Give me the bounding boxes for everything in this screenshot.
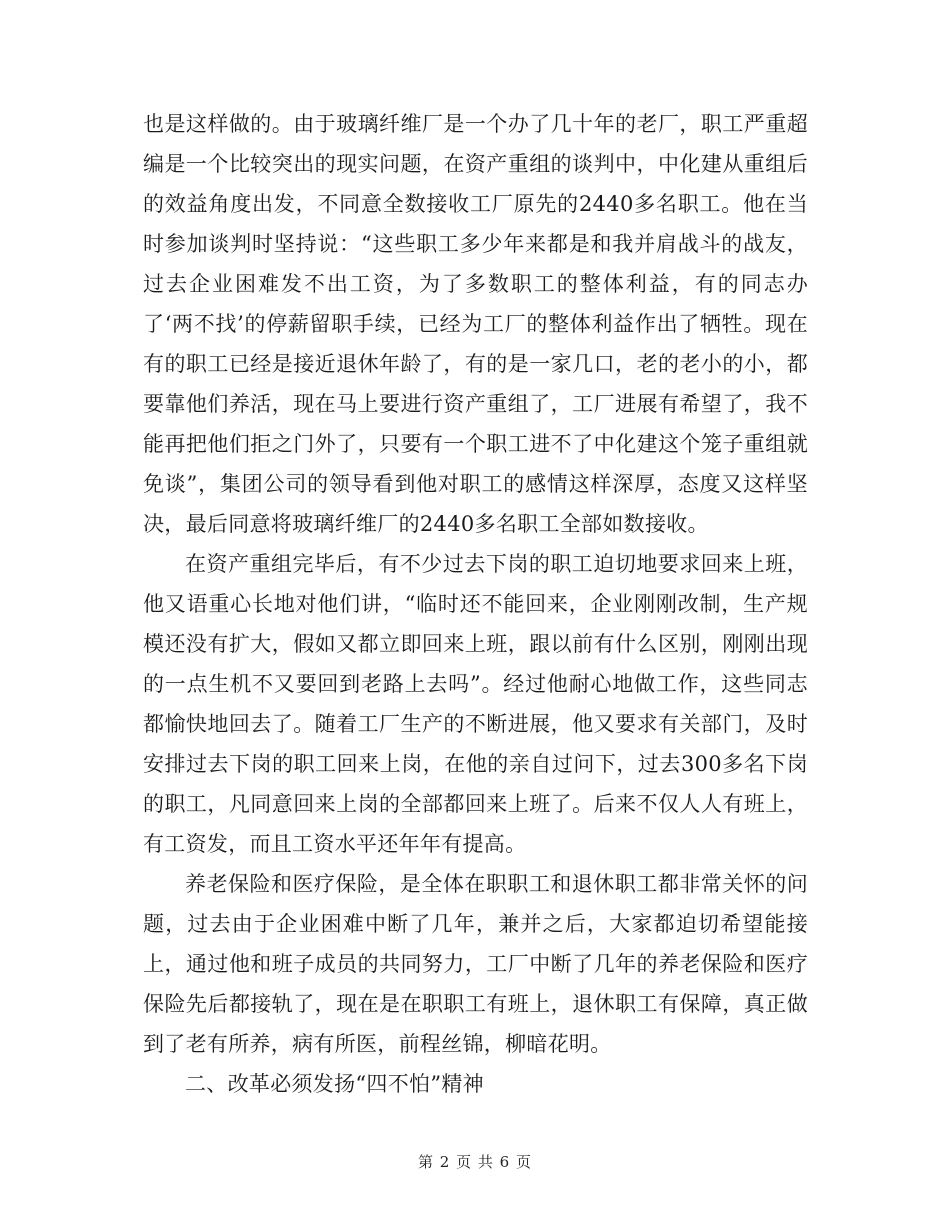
document-body (143, 104, 808, 1104)
section-heading: 二、改革必须发扬“四不怕”精神 (185, 1072, 484, 1096)
page-footer: 第 2 页 共 6 页 (418, 1153, 532, 1171)
paragraph-reemployment: 在资产重组完毕后，有不少过去下岗的职工迫切地要求回来上班，他又语重心长地对他们讲，“临时还不能回来，企业刚刚改制，生产规模还没有扩大，假如又都立即回来上班，跟以前有什么区别，刚刚出现的一点生机不又要回到老路上去吗”。经过他耐心地做工作，这些同志都愉快地回去了。随着工厂生产的不断进展，他又要求有关部门，及时安排过去下岗的职工回来上岗，在他的亲自过问下，过去300多名下岗的职工，凡同意回来上岗的全部都回来上班了。后来不仅人人有班上，有工资发，而且工资水平还年年有提高。 (143, 552, 808, 856)
paragraph-insurance: 养老保险和医疗保险，是全体在职职工和退休职工都非常关怀的问题，过去由于企业困难中断了几年，兼并之后，大家都迫切希望能接上，通过他和班子成员的共同努力，工厂中断了几年的养老保险和医疗保险先后都接轨了，现在是在职职工有班上，退休职工有保障，真正做到了老有所养，病有所医，前程丝锦，柳暗花明。 (143, 872, 808, 1056)
paragraph-continued: 也是这样做的。由于玻璃纤维厂是一个办了几十年的老厂，职工严重超编是一个比较突出的现实问题，在资产重组的谈判中，中化建从重组后的效益角度出发，不同意全数接收工厂原先的2440多名职工。他在当时参加谈判时坚持说：“这些职工多少年来都是和我并肩战斗的战友，过去企业困难发不出工资，为了多数职工的整体利益，有的同志办了‘两不找’的停薪留职手续，已经为工厂的整体利益作出了牺牲。现在有的职工已经是接近退休年龄了，有的是一家几口，老的老小的小，都要靠他们养活，现在马上要进行资产重组了，工厂进展有希望了，我不能再把他们拒之门外了，只要有一个职工进不了中化建这个笼子重组就免谈”，集团公司的领导看到他对职工的感情这样深厚，态度又这样坚决，最后同意将玻璃纤维厂的2440多名职工全部如数接收。 (143, 112, 808, 536)
